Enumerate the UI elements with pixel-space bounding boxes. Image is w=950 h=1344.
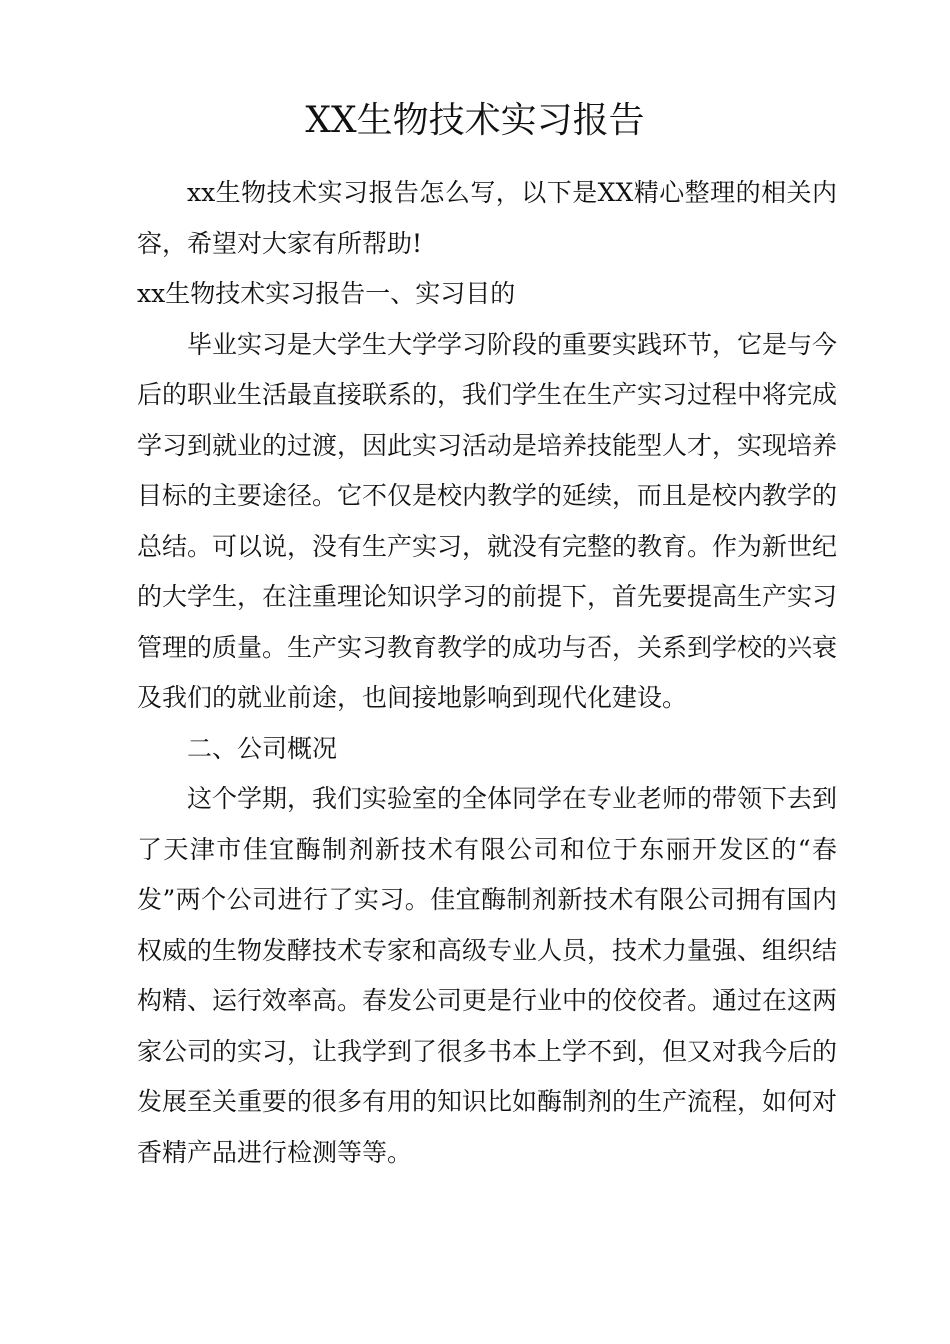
document-title: XX生物技术实习报告 <box>305 100 645 141</box>
paragraph-purpose: 毕业实习是大学生大学学习阶段的重要实践环节，它是与今后的职业生活最直接联系的，我们学生在生产实习过程中将完成学习到就业的过渡，因此实习活动是培养技能型人才，实现培养目标的主要途径。它不仅是校内教学的延续，而且是校内教学的总结。可以说，没有生产实习，就没有完整的教育。作为新世纪的大学生，在注重理论知识学习的前提下，首先要提高生产实习管理的质量。生产实习教育教学的成功与否，关系到学校的兴衰及我们的就业前途，也间接地影响到现代化建设。 <box>137 329 838 712</box>
section-heading-company: 二、公司概况 <box>187 733 338 763</box>
paragraph-company: 这个学期，我们实验室的全体同学在专业老师的带领下去到了天津市佳宜酶制剂新技术有限公司和位于东丽开发区的“春发”两个公司进行了实习。佳宜酶制剂新技术有限公司拥有国内权威的生物发酵技术专家和高级专业人员，技术力量强、组织结构精、运行效率高。春发公司更是行业中的佼佼者。通过在这两家公司的实习，让我学到了很多书本上学不到，但又对我今后的发展至关重要的很多有用的知识比如酶制剂的生产流程，如何对香精产品进行检测等等。 <box>137 784 838 1167</box>
document-body <box>137 168 837 1178</box>
paragraph-intro: xx生物技术实习报告怎么写，以下是XX精心整理的相关内容，希望对大家有所帮助! <box>137 178 837 258</box>
section-heading-purpose: xx生物技术实习报告一、实习目的 <box>137 279 516 308</box>
